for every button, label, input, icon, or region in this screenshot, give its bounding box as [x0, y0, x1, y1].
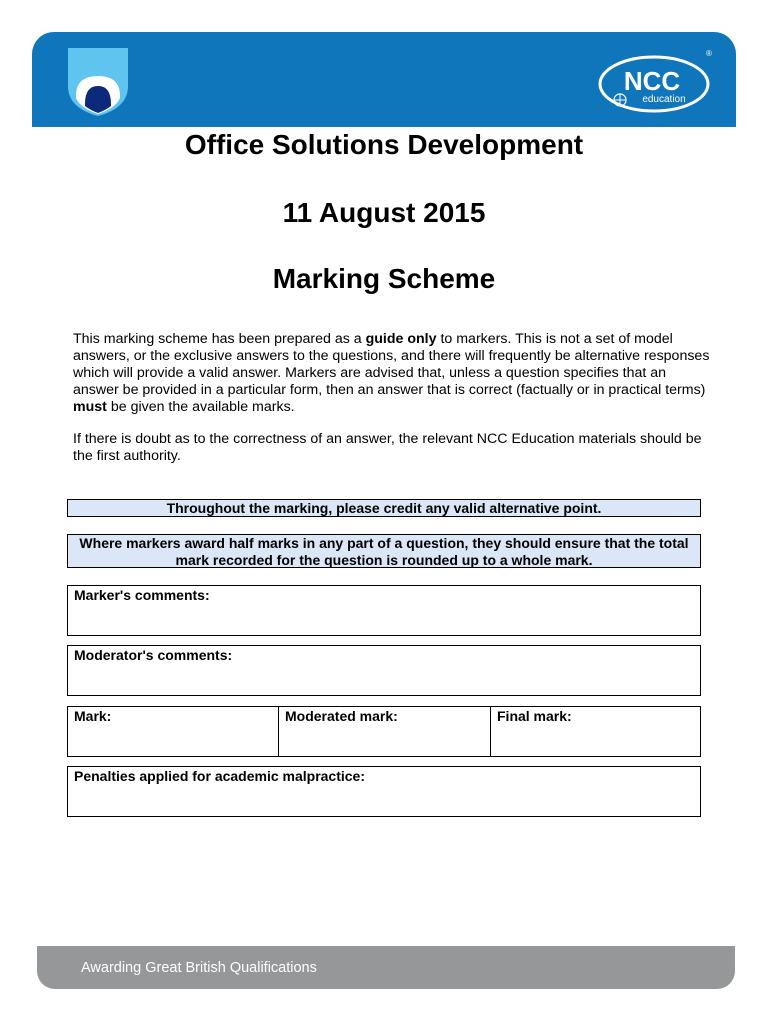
exam-date: 11 August 2015 [282, 197, 486, 228]
footer-tagline: Awarding Great British Qualifications [81, 960, 317, 976]
intro-emphasis-must: must [73, 399, 107, 415]
course-title: Office Solutions Development [184, 129, 584, 160]
intro-text-c: to markers. This is not a set of model answers, or the exclusive answers to the questions, and there will frequently be alternative responses which will provide a valid answer. Markers are advised that, unless a question specifies that an answer be provided in a particular form, then an answer that is correct (factually or in practical terms) [73, 331, 710, 398]
moderators-comments-label: Moderator's comments: [74, 647, 233, 663]
mark-field[interactable] [68, 707, 279, 756]
markers-comments-field[interactable] [67, 585, 701, 636]
registered-mark: ® [706, 49, 712, 58]
logo-subtext: education [642, 94, 686, 105]
moderated-mark-label: Moderated mark: [285, 708, 398, 724]
intro-text-a: This marking scheme has been prepared as a [73, 331, 366, 347]
final-mark-field[interactable] [491, 707, 700, 756]
final-mark-label: Final mark: [497, 708, 572, 724]
document-type-title: Marking Scheme [272, 263, 496, 294]
credit-alternative-note: Throughout the marking, please credit any valid alternative point. [67, 499, 701, 517]
crest-logo-icon [66, 46, 130, 118]
moderated-mark-field[interactable] [279, 707, 491, 756]
markers-comments-label: Marker's comments: [74, 587, 210, 603]
authority-paragraph: If there is doubt as to the correctness of an answer, the relevant NCC Education materials should be the first authority. [73, 431, 702, 464]
logo-text: NCC [623, 66, 681, 96]
marks-row [67, 706, 701, 757]
intro-text-e: be given the available marks. [106, 399, 295, 415]
half-marks-note: Where markers award half marks in any part of a question, they should ensure that the total mark recorded for the question is rounded up to a whole mark. [67, 534, 701, 568]
intro-paragraph [73, 331, 713, 416]
penalties-field[interactable] [67, 766, 701, 817]
ncc-education-logo-icon [594, 46, 714, 116]
moderators-comments-field[interactable] [67, 645, 701, 696]
mark-label: Mark: [74, 708, 112, 724]
header-banner [32, 32, 736, 127]
footer-banner [37, 946, 735, 989]
intro-emphasis-guide-only: guide only [365, 331, 437, 347]
penalties-label: Penalties applied for academic malpractice: [74, 768, 366, 784]
